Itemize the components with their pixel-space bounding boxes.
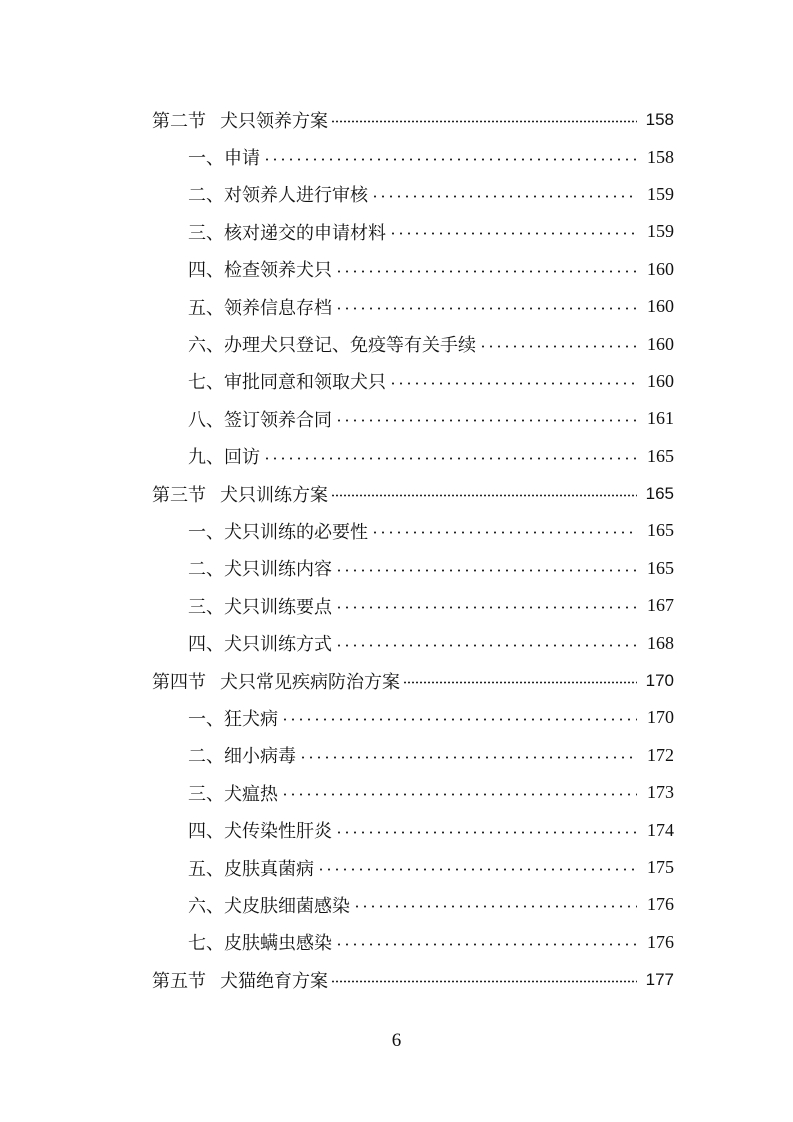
toc-entry-title: 犬猫绝育方案 [220,970,328,992]
toc-entry-number: 六、 [188,335,224,357]
dot-leader [389,382,637,385]
toc-entry-page: 160 [647,370,674,391]
dot-leader [403,681,637,684]
toc-entry-number: 二、 [188,746,224,768]
toc-entry-page: 161 [647,408,674,429]
toc-entry-title: 细小病毒 [224,746,296,768]
toc-entry-number: 一、 [188,521,224,543]
dot-leader [371,195,637,198]
toc-subsection-entry[interactable] [152,438,674,475]
toc-entry-title: 领养信息存档 [224,297,332,319]
toc-entry-number: 第二节 [152,110,206,132]
toc-entry-number: 五、 [188,858,224,880]
toc-entry-title: 皮肤螨虫感染 [224,933,332,955]
toc-entry-number: 四、 [188,821,224,843]
toc-entry-number: 三、 [188,596,224,618]
toc-entry-page: 177 [645,969,674,989]
toc-entry-title: 犬只训练方案 [220,484,328,506]
toc-entry-title: 犬只训练方式 [224,634,332,656]
toc-entry-title: 犬只领养方案 [220,110,328,132]
toc-entry-title: 犬只常见疾病防治方案 [220,671,400,693]
toc-subsection-entry[interactable] [152,288,674,325]
toc-entry-page: 165 [645,483,674,503]
toc-entry-page: 160 [647,258,674,279]
toc-entry-page: 167 [647,595,674,616]
toc-entry-number: 第三节 [152,484,206,506]
dot-leader [335,270,637,273]
toc-subsection-entry[interactable] [152,886,674,923]
toc-entry-title: 签订领养合同 [224,409,332,431]
toc-entry-page: 158 [645,109,674,129]
toc-entry-label [188,181,368,207]
toc-entry-label [188,929,332,955]
toc-entry-page: 173 [647,782,674,803]
toc-entry-title: 申请 [224,148,260,170]
toc-entry-title: 犬只训练要点 [224,596,332,618]
toc-entry-number: 九、 [188,447,224,469]
toc-entry-number: 八、 [188,409,224,431]
toc-entry-label [188,780,278,806]
toc-entry-label [188,219,386,245]
toc-subsection-entry[interactable] [152,849,674,886]
toc-entry-number: 一、 [188,708,224,730]
toc-entry-number: 七、 [188,933,224,955]
toc-entry-label [152,481,328,507]
toc-entry-title: 办理犬只登记、免疫等有关手续 [224,335,476,357]
dot-leader [335,831,637,834]
toc-entry-page: 165 [647,520,674,541]
toc-entry-page: 160 [647,296,674,317]
toc-subsection-entry[interactable] [152,924,674,961]
toc-entry-label [188,742,296,768]
toc-entry-page: 170 [645,670,674,690]
toc-subsection-entry[interactable] [152,325,674,362]
dot-leader [281,718,637,721]
toc-entry-number: 六、 [188,895,224,917]
toc-subsection-entry[interactable] [152,512,674,549]
toc-entry-label [188,406,332,432]
dot-leader [335,606,637,609]
toc-subsection-entry[interactable] [152,587,674,624]
toc-entry-page: 176 [647,931,674,952]
toc-entry-label [188,705,278,731]
toc-entry-page: 176 [647,894,674,915]
dot-leader [335,644,637,647]
toc-entry-number: 四、 [188,260,224,282]
dot-leader [389,232,637,235]
toc-entry-title: 狂犬病 [224,708,278,730]
page-number: 6 [391,1030,402,1051]
toc-section-entry[interactable] [152,961,674,998]
toc-entry-number: 一、 [188,148,224,170]
toc-entry-label [188,144,260,170]
toc-entry-page: 165 [647,557,674,578]
toc-subsection-entry[interactable] [152,737,674,774]
toc-entry-page: 159 [647,221,674,242]
toc-entry-page: 172 [647,744,674,765]
dot-leader [299,756,637,759]
toc-entry-label [188,855,314,881]
toc-entry-page: 165 [647,445,674,466]
toc-entry-title: 犬只训练内容 [224,559,332,581]
toc-subsection-entry[interactable] [152,550,674,587]
dot-leader [331,980,637,983]
toc-entry-number: 第四节 [152,671,206,693]
toc-entry-title: 对领养人进行审核 [224,185,368,207]
dot-leader [281,793,637,796]
toc-subsection-entry[interactable] [152,363,674,400]
toc-section-entry[interactable] [152,475,674,512]
toc-entry-label [188,892,350,918]
dot-leader [335,307,637,310]
toc-entry-page: 158 [647,146,674,167]
table-of-contents [152,101,674,998]
toc-subsection-entry[interactable] [152,213,674,250]
dot-leader [331,494,637,497]
toc-entry-label [188,256,332,282]
toc-entry-label [188,518,368,544]
dot-leader [317,868,637,871]
dot-leader [263,457,637,460]
toc-entry-title: 犬瘟热 [224,783,278,805]
toc-entry-title: 犬只训练的必要性 [224,521,368,543]
toc-entry-title: 犬皮肤细菌感染 [224,895,350,917]
toc-subsection-entry[interactable] [152,624,674,661]
toc-entry-number: 三、 [188,783,224,805]
toc-entry-number: 七、 [188,372,224,394]
toc-entry-label [188,817,332,843]
toc-subsection-entry[interactable] [152,251,674,288]
toc-entry-label [152,967,328,993]
toc-entry-page: 175 [647,857,674,877]
toc-entry-title: 回访 [224,447,260,469]
toc-entry-title: 犬传染性肝炎 [224,821,332,843]
toc-section-entry[interactable] [152,662,674,699]
dot-leader [479,345,637,348]
toc-entry-label [152,107,328,133]
toc-entry-page: 168 [647,632,674,653]
toc-section-entry[interactable] [152,101,674,138]
toc-entry-number: 五、 [188,297,224,319]
toc-subsection-entry[interactable] [152,176,674,213]
toc-entry-page: 160 [647,333,674,354]
toc-entry-label [188,368,386,394]
toc-entry-number: 第五节 [152,970,206,992]
toc-entry-label [188,294,332,320]
toc-entry-page: 174 [647,819,674,840]
toc-entry-number: 二、 [188,559,224,581]
toc-entry-label [152,668,400,694]
toc-subsection-entry[interactable] [152,138,674,175]
toc-entry-number: 四、 [188,634,224,656]
dot-leader [263,158,637,161]
toc-entry-label [188,555,332,581]
toc-subsection-entry[interactable] [152,699,674,736]
toc-entry-label [188,593,332,619]
toc-entry-title: 核对递交的申请材料 [224,222,386,244]
toc-entry-label [188,630,332,656]
dot-leader [331,120,637,123]
dot-leader [371,531,637,534]
toc-entry-page: 159 [647,183,674,204]
toc-entry-title: 皮肤真菌病 [224,858,314,880]
toc-entry-label [188,443,260,469]
toc-entry-title: 审批同意和领取犬只 [224,372,386,394]
dot-leader [353,905,637,908]
toc-entry-number: 二、 [188,185,224,207]
toc-entry-label [188,331,476,357]
dot-leader [335,943,637,946]
toc-entry-page: 170 [647,707,674,728]
toc-entry-number: 三、 [188,222,224,244]
toc-subsection-entry[interactable] [152,811,674,848]
toc-entry-title: 检查领养犬只 [224,260,332,282]
dot-leader [335,569,637,572]
toc-subsection-entry[interactable] [152,400,674,437]
toc-subsection-entry[interactable] [152,774,674,811]
dot-leader [335,419,637,422]
